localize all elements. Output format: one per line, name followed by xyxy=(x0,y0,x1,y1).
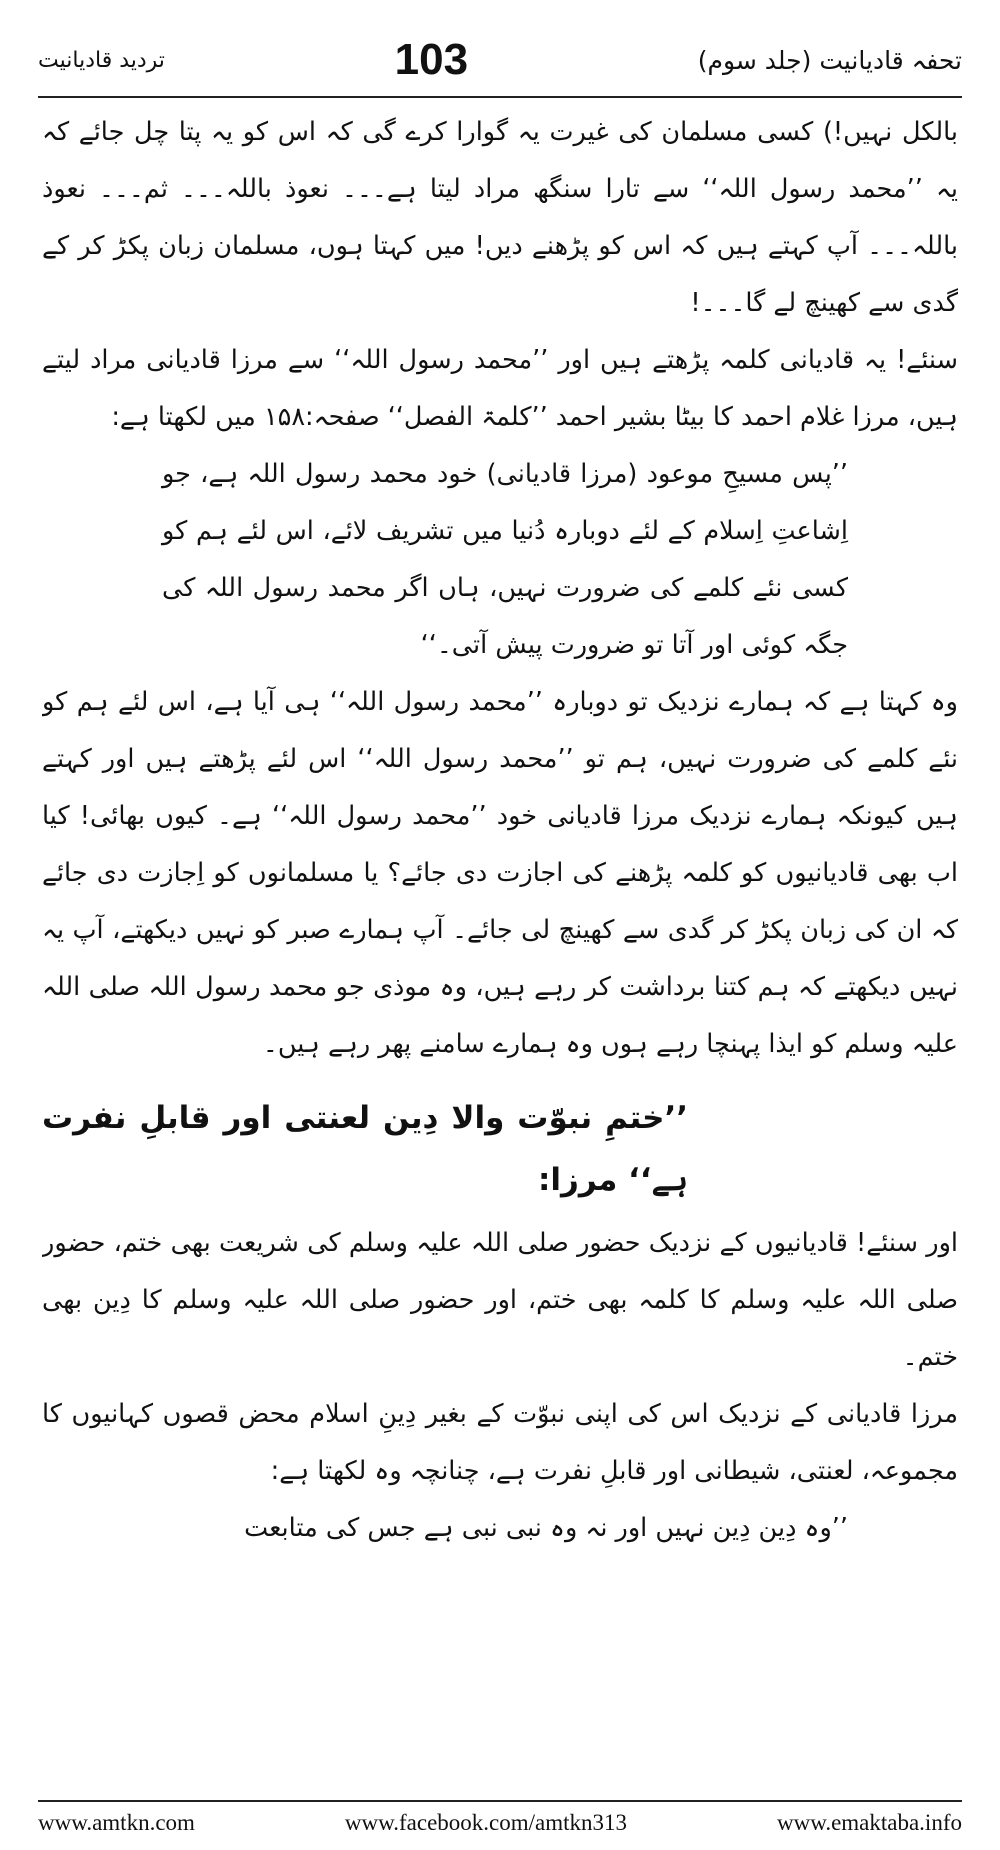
paragraph: وہ کہتا ہے کہ ہمارے نزدیک تو دوبارہ ’’محمد رسول اللہ‘‘ ہی آیا ہے، اس لئے ہم کو نئے کلمے کی ضرورت نہیں، ہم تو ’’محمد رسول اللہ‘‘ اس لئے پڑھتے ہیں اور کہتے ہیں کیونکہ ہمارے نزدیک مرزا قادیانی خود ’’محمد رسول اللہ‘‘ ہے۔ کیوں بھائی! کیا اب بھی قادیانیوں کو کلمہ پڑھنے کی اجازت دی جائے؟ یا مسلمانوں کو اِجازت دی جائے کہ ان کی زبان پکڑ کر گدی سے کھینچ لی جائے۔ آپ ہمارے صبر کو نہیں دیکھتے، آپ یہ نہیں دیکھتے کہ ہم کتنا برداشت کر رہے ہیں، وہ موذی جو محمد رسول اللہ صلی اللہ علیہ وسلم کو ایذا پہنچا رہے ہوں وہ ہمارے سامنے پھر رہے ہیں۔ xyxy=(42,687,958,1059)
paragraph: مرزا قادیانی کے نزدیک اس کی اپنی نبوّت کے بغیر دِینِ اسلام محض قصوں کہانیوں کا مجموعہ، لعنتی، شیطانی اور قابلِ نفرت ہے، چنانچہ وہ لکھتا ہے: xyxy=(42,1399,958,1486)
paragraph: اور سنئے! قادیانیوں کے نزدیک حضور صلی اللہ علیہ وسلم کی شریعت بھی ختم، حضور صلی اللہ علیہ وسلم کا کلمہ بھی ختم، اور حضور صلی اللہ علیہ وسلم کا دِین بھی ختم۔ xyxy=(42,1228,958,1372)
page-number: 103 xyxy=(394,35,469,84)
page-footer xyxy=(38,1806,962,1840)
header-divider xyxy=(38,96,962,98)
paragraph: بالکل نہیں!) کسی مسلمان کی غیرت یہ گوارا کرے گی کہ اس کو یہ پتا چل جائے کہ یہ ’’محمد رسول اللہ‘‘ سے تارا سنگھ مراد لیتا ہے۔۔۔ نعوذ باللہ۔۔۔ ثم۔۔۔ نعوذ باللہ۔۔۔ آپ کہتے ہیں کہ اس کو پڑھنے دیں! میں کہتا ہوں، مسلمان زبان پکڑ کر کے گدی سے کھینچ لے گا۔۔۔! xyxy=(42,117,958,318)
section-heading: ’’ختمِ نبوّت والا دِین لعنتی اور قابلِ نفرت ہے‘‘ مرزا: xyxy=(42,1100,688,1198)
footer-link-facebook[interactable]: www.facebook.com/amtkn313 xyxy=(344,1810,628,1835)
paragraph: سنئے! یہ قادیانی کلمہ پڑھتے ہیں اور ’’محمد رسول اللہ‘‘ سے مرزا قادیانی مراد لیتے ہیں، مرزا غلام احمد کا بیٹا بشیر احمد ’’کلمۃ الفصل‘‘ صفحہ:۱۵۸ میں لکھتا ہے: xyxy=(42,345,958,432)
block-quote: ’’پس مسیحِ موعود (مرزا قادیانی) خود محمد رسول اللہ ہے، جو اِشاعتِ اِسلام کے لئے دوبارہ دُنیا میں تشریف لائے، اس لئے ہم کو کسی نئے کلمے کی ضرورت نہیں، ہاں اگر محمد رسول اللہ کی جگہ کوئی اور آتا تو ضرورت پیش آتی۔‘‘ xyxy=(162,459,848,660)
footer-divider xyxy=(38,1800,962,1802)
book-title: تحفہ قادیانیت (جلد سوم) xyxy=(697,45,962,75)
page-body xyxy=(42,104,958,1790)
page-header xyxy=(38,30,962,90)
footer-link-emaktaba[interactable]: www.emaktaba.info xyxy=(776,1810,962,1835)
footer-link-amtkn[interactable]: www.amtkn.com xyxy=(38,1810,195,1835)
block-quote: ’’وہ دِین دِین نہیں اور نہ وہ نبی نبی ہے جس کی متابعت xyxy=(244,1513,848,1543)
section-title: تردید قادیانیت xyxy=(38,47,165,73)
